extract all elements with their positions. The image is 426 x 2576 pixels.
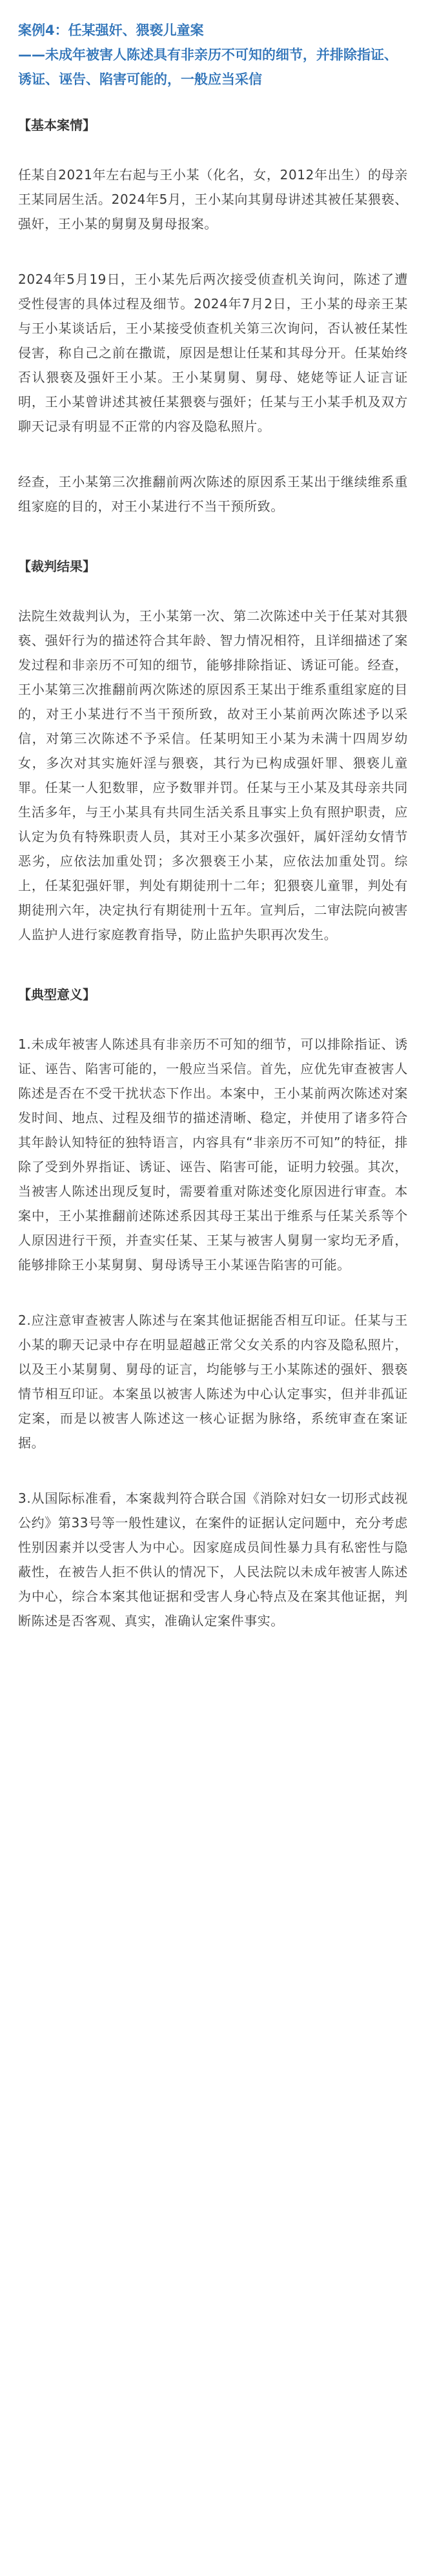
section-typical-significance [18, 983, 408, 1633]
paragraph: 3.从国际标准看，本案裁判符合联合国《消除对妇女一切形式歧视公约》第33号等一般性建议，在案件的证据认定问题中，充分考虑性别因素并以受害人为中心。因家庭成员间性暴力具有私密性与隐蔽性，在被告人拒不供认的情况下，人民法院以未成年被害人陈述为中心，综合本案其他证据和受害人身心特点及在案其他证据，判断陈述是否客观、真实，准确认定案件事实。 [18, 1491, 408, 1629]
paragraph: 2024年5月19日，王小某先后两次接受侦查机关询问，陈述了遭受性侵害的具体过程及细节。2024年7月2日，王小某的母亲王某与王小某谈话后，王小某接受侦查机关第三次询问，否认被任某性侵害，称自己之前在撒谎，原因是想让任某和其母分开。任某始终否认猥亵及强奸王小某。王小某舅舅、舅母、姥姥等证人证言证明，王小某曾讲述其被任某猥亵与强奸；任某与王小某手机及双方聊天记录有明显不正常的内容及隐私照片。 [18, 272, 408, 434]
case-title: 案例4：任某强奸、猥亵儿童案 [18, 23, 204, 38]
paragraph: 2.应注意审查被害人陈述与在案其他证据能否相互印证。任某与王小某的聊天记录中存在明显超越正常父女关系的内容及隐私照片，以及王小某舅舅、舅母的证言，均能够与王小某陈述的强奸、猥亵情节相互印证。本案虽以被害人陈述为中心认定事实，但并非孤证定案，而是以被害人陈述这一核心证据为脉络，系统审查在案证据。 [18, 1313, 408, 1451]
paragraph: 经查，王小某第三次推翻前两次陈述的原因系王某出于继续维系重组家庭的目的，对王小某进行不当干预所致。 [18, 474, 408, 514]
section-header-judgment-result: 【裁判结果】 [18, 559, 96, 574]
paragraph: 任某自2021年左右起与王小某（化名，女，2012年出生）的母亲王某同居生活。2024年5月，王小某向其舅母讲述其被任某猥亵、强奸，王小某的舅舅及舅母报案。 [18, 167, 408, 232]
case-subtitle: ——未成年被害人陈述具有非亲历不可知的细节，并排除指证、诱证、诬告、陷害可能的，一般应当采信 [18, 47, 398, 87]
section-judgment-result [18, 555, 408, 947]
section-header-basic-facts: 【基本案情】 [18, 117, 96, 133]
section-basic-facts [18, 114, 408, 519]
section-header-typical-significance: 【典型意义】 [18, 987, 96, 1002]
paragraph: 法院生效裁判认为，王小某第一次、第二次陈述中关于任某对其猥亵、强奸行为的描述符合其年龄、智力情况相符，且详细描述了案发过程和非亲历不可知的细节，能够排除指证、诱证可能。经查，王小某第三次推翻前两次陈述的原因系王某出于维系重组家庭的目的，对王小某进行不当干预所致，故对王小某前两次陈述予以采信，对第三次陈述不予采信。任某明知王小某为未满十四周岁幼女，多次对其实施奸淫与猥亵，其行为已构成强奸罪、猥亵儿童罪。任某一人犯数罪，应予数罪并罚。任某与王小某及其母亲共同生活多年，与王小某具有共同生活关系且事实上负有照护职责，应认定为负有特殊职责人员，其对王小某多次强奸，属奸淫幼女情节恶劣，应依法加重处罚；多次猥亵王小某，应依法加重处罚。综上，任某犯强奸罪，判处有期徒刑十二年；犯猥亵儿童罪，判处有期徒刑六年，决定执行有期徒刑十五年。宣判后，二审法院向被害人监护人进行家庭教育指导，防止监护失职再次发生。 [18, 608, 408, 942]
paragraph: 1.未成年被害人陈述具有非亲历不可知的细节，可以排除指证、诱证、诬告、陷害可能的，一般应当采信。首先，应优先审查被害人陈述是否在不受干扰状态下作出。本案中，王小某前两次陈述对案发时间、地点、过程及细节的描述清晰、稳定，并使用了诸多符合其年龄认知特征的独特语言，内容具有“非亲历不可知”的特征，排除了受到外界指证、诱证、诬告、陷害可能，证明力较强。其次，当被害人陈述出现反复时，需要着重对陈述变化原因进行审查。本案中，王小某推翻前述陈述系因其母王某出于维系与任某关系等个人原因进行干预，并查实任某、王某与被害人舅舅一家均无矛盾，能够排除王小某舅舅、舅母诱导王小某诬告陷害的可能。 [18, 1036, 408, 1273]
